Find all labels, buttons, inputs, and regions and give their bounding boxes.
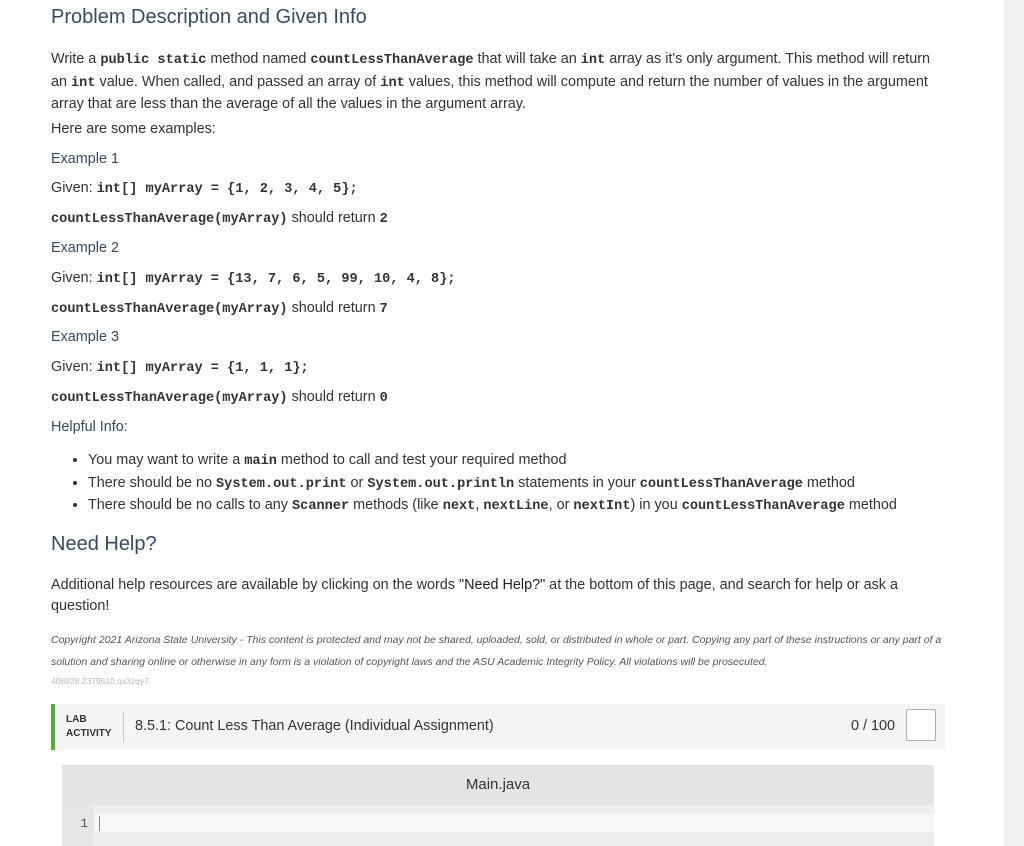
need-help-text	[51, 575, 911, 616]
given-label: Given:	[51, 270, 97, 286]
need-help-text-before: Additional help resources are available by clicking on the words	[51, 577, 459, 593]
lab-label-line2: ACTIVITY	[66, 728, 112, 739]
given-code: int[] myArray = {1, 2, 3, 4, 5};	[96, 182, 358, 197]
call-code: countLessThanAverage(myArray)	[51, 302, 288, 317]
given-code: int[] myArray = {1, 1, 1};	[96, 361, 309, 376]
completion-box	[906, 709, 936, 741]
inline-code: nextLine	[483, 499, 549, 514]
text-segment: There should be no calls to any	[88, 497, 292, 513]
problem-title: Problem Description and Given Info	[51, 6, 367, 28]
text-segment: There should be no	[88, 474, 217, 491]
inline-code: int	[380, 75, 405, 91]
inline-code: main	[244, 454, 277, 469]
helpful-item	[88, 473, 897, 496]
helpful-item	[88, 450, 897, 473]
inline-code: next	[442, 499, 476, 514]
text-segment: Write a	[51, 51, 101, 67]
editor-filename[interactable]: Main.java	[465, 776, 531, 793]
given-label: Given:	[51, 180, 97, 196]
example-2-heading: Example 2	[51, 240, 119, 256]
helpful-info-list	[51, 450, 897, 518]
lab-label-line1: LAB	[66, 714, 87, 725]
example-3-call	[51, 387, 388, 409]
code-line[interactable]	[94, 814, 934, 832]
text-segment: method to call and test your required method	[276, 452, 567, 468]
text-segment: You may want to write a	[88, 452, 245, 468]
text-segment: methods (like	[349, 497, 443, 513]
given-label: Given:	[51, 359, 97, 375]
inline-code: System.out.println	[367, 476, 515, 492]
helpful-info-heading: Helpful Info:	[51, 419, 128, 435]
need-help-text-after: at the bottom of this page, and search for help or ask a question!	[51, 577, 898, 614]
helpful-item	[88, 495, 897, 518]
text-cursor	[99, 816, 100, 831]
editor-gutter	[62, 805, 94, 846]
inline-code: countLessThanAverage	[681, 499, 845, 514]
call-code: countLessThanAverage(myArray)	[51, 391, 288, 406]
lab-score: 0 / 100	[851, 718, 896, 734]
examples-intro: Here are some examples:	[51, 121, 216, 137]
inline-code: System.out.print	[216, 476, 347, 492]
example-3-given	[51, 357, 309, 379]
example-1-heading: Example 1	[51, 151, 119, 167]
code-editor[interactable]	[62, 805, 934, 846]
inline-code: countLessThanAverage	[310, 53, 474, 68]
lab-activity-bar	[51, 704, 945, 750]
example-3-heading: Example 3	[51, 329, 119, 345]
should-return-text: should return	[287, 300, 380, 316]
text-segment: , or	[548, 497, 574, 513]
text-segment: value. When called, and passed an array of	[95, 73, 381, 90]
example-2-given	[51, 268, 456, 290]
should-return-text: should return	[287, 210, 380, 226]
text-segment: array as it's only argument. This method will return an	[51, 51, 931, 90]
need-help-title: Need Help?	[51, 533, 157, 555]
content-hash: 408928.2379510.qx3zqy7	[51, 676, 149, 686]
inline-code: int	[71, 75, 96, 91]
text-segment: method	[844, 497, 897, 513]
inline-code: Scanner	[292, 499, 350, 514]
text-segment: values, this method will compute and return the number of values in the argument array that are less than the average of all the values in the argument array.	[51, 73, 928, 112]
inline-code: int	[580, 53, 606, 68]
lab-activity-label	[66, 713, 112, 741]
line-number: 1	[80, 816, 88, 831]
lab-title: 8.5.1: Count Less Than Average (Individual Assignment)	[135, 718, 494, 734]
example-1-call	[51, 208, 388, 230]
inline-code: countLessThanAverage	[639, 476, 803, 492]
example-result: 0	[379, 391, 388, 406]
text-segment: method named	[206, 51, 311, 67]
example-result: 2	[379, 212, 388, 227]
problem-intro	[51, 49, 931, 115]
example-2-call	[51, 298, 388, 320]
should-return-text: should return	[287, 389, 380, 405]
text-segment: method	[802, 474, 855, 491]
inline-code: public static	[100, 53, 207, 68]
copyright-notice: Copyright 2021 Arizona State University - This content is protected and may not be shared, uploaded, sold, or distributed in whole or part. Copying any part of these instructions or any part of a solution and sharing online or otherwise in any form is a violation of copyright laws and the ASU Academic Integrity Policy. All violations will be prosecuted.	[51, 634, 942, 668]
text-segment: ,	[475, 497, 484, 513]
given-code: int[] myArray = {13, 7, 6, 5, 99, 10, 4, 8};	[96, 272, 456, 287]
example-result: 7	[379, 302, 388, 317]
example-1-given	[51, 178, 358, 200]
scrollbar-track[interactable]	[1004, 0, 1024, 846]
call-code: countLessThanAverage(myArray)	[51, 212, 288, 227]
lab-divider	[123, 712, 124, 742]
text-segment: statements in your	[514, 474, 640, 491]
text-segment: ) in you	[630, 497, 682, 513]
inline-code: nextInt	[573, 499, 631, 514]
need-help-link[interactable]: "Need Help?"	[458, 577, 546, 593]
editor-header	[62, 765, 934, 805]
text-segment: or	[346, 474, 368, 491]
text-segment: that will take an	[473, 51, 581, 67]
